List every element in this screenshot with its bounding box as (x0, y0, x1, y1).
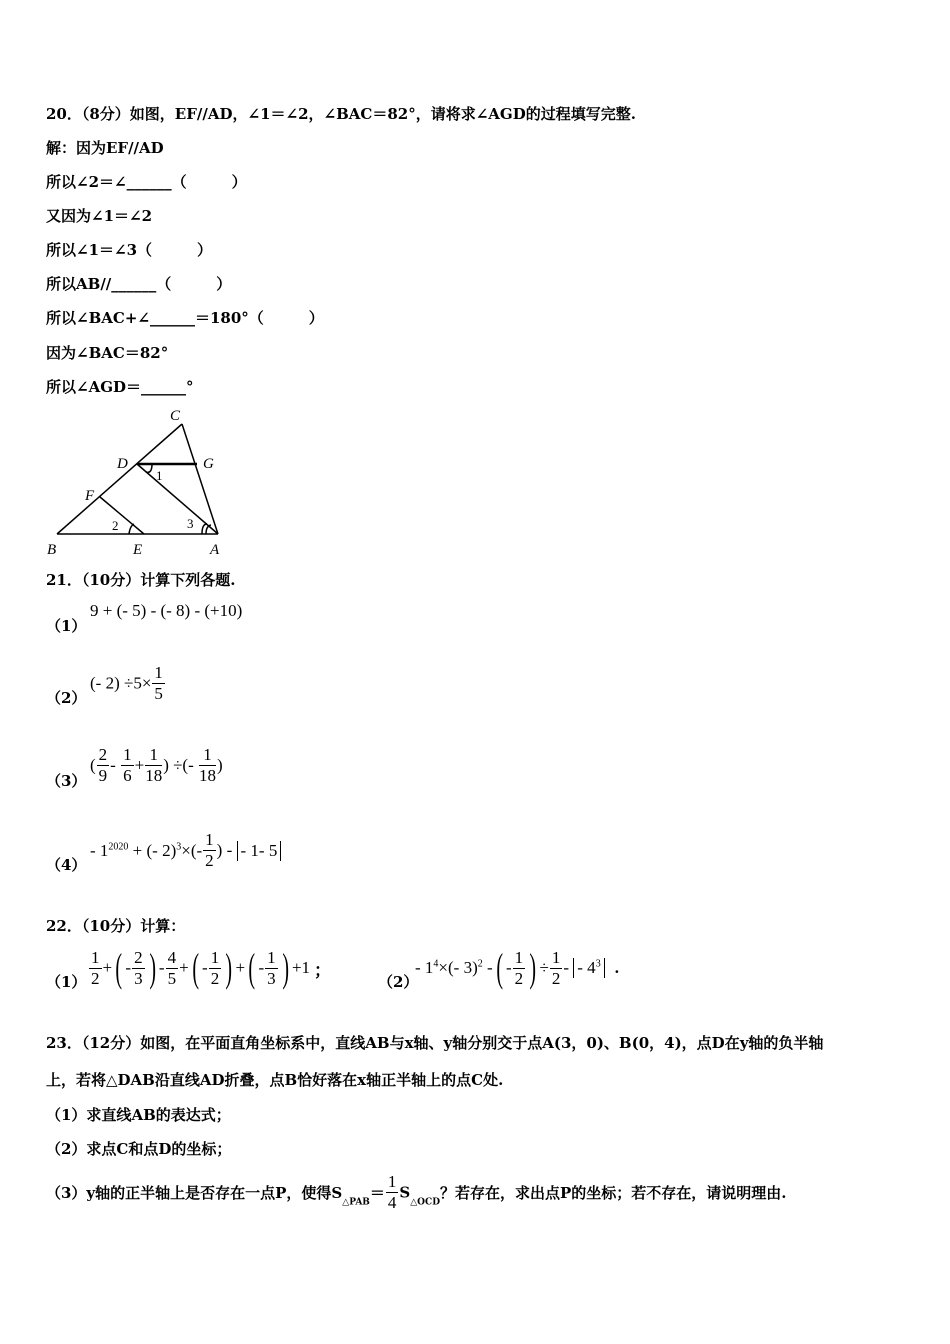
label-angle-3: 3 (187, 516, 194, 531)
q22-title: 22．（10分）计算： (46, 917, 186, 935)
q20-line-4: 所以∠1＝∠3（ ） (46, 241, 213, 259)
q21-p4-label: （4） (46, 856, 87, 874)
q21-p3-expression: ( $\frac{2}{9}$ - $\frac{1}{6}$ + $\frac{1}{18}$ ) ÷(- $\frac{1}{18}$ ) (90, 745, 223, 785)
q21-p2-fraction: $\frac{1}{5}$ (154, 663, 163, 703)
q23-sub-3: （3）y轴的正半轴上是否存在一点P，使得$S_{\triangle PAB}=$ $\frac{1}{4}$ $S_{\triangle OCD}$？若存在，求出点P的坐标；若不存在，请说明理由. (46, 1172, 787, 1212)
triangle-figure (40, 402, 240, 562)
label-angle-2: 2 (112, 518, 119, 533)
label-D: D (117, 456, 128, 472)
label-G: G (203, 456, 214, 472)
q21-p2-text: (- 2) ÷5× (90, 673, 152, 693)
q20-title: 20．（8分）如图，EF//AD，∠1＝∠2，∠BAC＝82°，请将求∠AGD的过程填写完整. (46, 105, 636, 123)
q21-p2-expression (90, 663, 166, 704)
label-A: A (210, 542, 220, 558)
label-angle-1: 1 (156, 468, 163, 483)
q22-p1-expression: $\frac{1}{2}$ +( - $\frac{2}{3}$ ) - $\frac{4}{5}$ +( - $\frac{1}{2}$ ) +( - $\frac{1}{3}$ ) +1 ； (91, 945, 332, 990)
q20-line-3: 又因为∠1＝∠2 (46, 207, 153, 225)
q22-p2-label: （2） (378, 973, 419, 991)
segment-FE (100, 497, 144, 534)
q20-line-8: 所以∠AGD＝______° (46, 378, 194, 396)
q21-p1-expression: 9 + (- 5) - (- 8) - (+10) (90, 601, 243, 620)
q20-line-2: 所以∠2＝∠______（ ） (46, 173, 247, 191)
q20-line-5: 所以AB//______（ ） (46, 275, 232, 293)
q23-sub-2: （2）求点C和点D的坐标； (46, 1140, 232, 1158)
q20-line-1: 解：因为EF//AD (46, 139, 164, 157)
q21-p4-expression: - $1^{2020}$ + (- 2)$^3$×(- $\frac{1}{2}$ ) - - 1- 5 (90, 830, 281, 871)
q23-sub-1: （1）求直线AB的表达式； (46, 1106, 231, 1124)
q21-p1-label: （1） (46, 617, 87, 635)
segment-BC (57, 424, 182, 534)
q20-line-6: 所以∠BAC+∠______＝180°（ ） (46, 309, 324, 327)
q21-p2-label: （2） (46, 689, 87, 707)
q22-p1-label: （1） (46, 973, 87, 991)
q23-title: 23．（12分）如图，在平面直角坐标系中，直线AB与x轴、y轴分别交于点A(3，0)、B(0，4)，点D在y轴的负半轴 (46, 1034, 824, 1052)
label-C: C (170, 408, 181, 424)
label-F: F (85, 488, 95, 504)
q20-line-7: 因为∠BAC＝82° (46, 344, 169, 362)
label-E: E (133, 542, 143, 558)
q22-p2-expression: - $1^4\times(-$ 3)$^2$ -( - $\frac{1}{2}$ ) ÷ $\frac{1}{2}$ - - $4^3$ . (415, 945, 619, 990)
label-B: B (47, 542, 57, 558)
q21-title: 21．（10分）计算下列各题. (46, 571, 236, 589)
q21-p3-label: （3） (46, 772, 87, 790)
q23-title-cont: 上，若将△DAB沿直线AD折叠，点B恰好落在x轴正半轴上的点C处. (46, 1071, 504, 1089)
